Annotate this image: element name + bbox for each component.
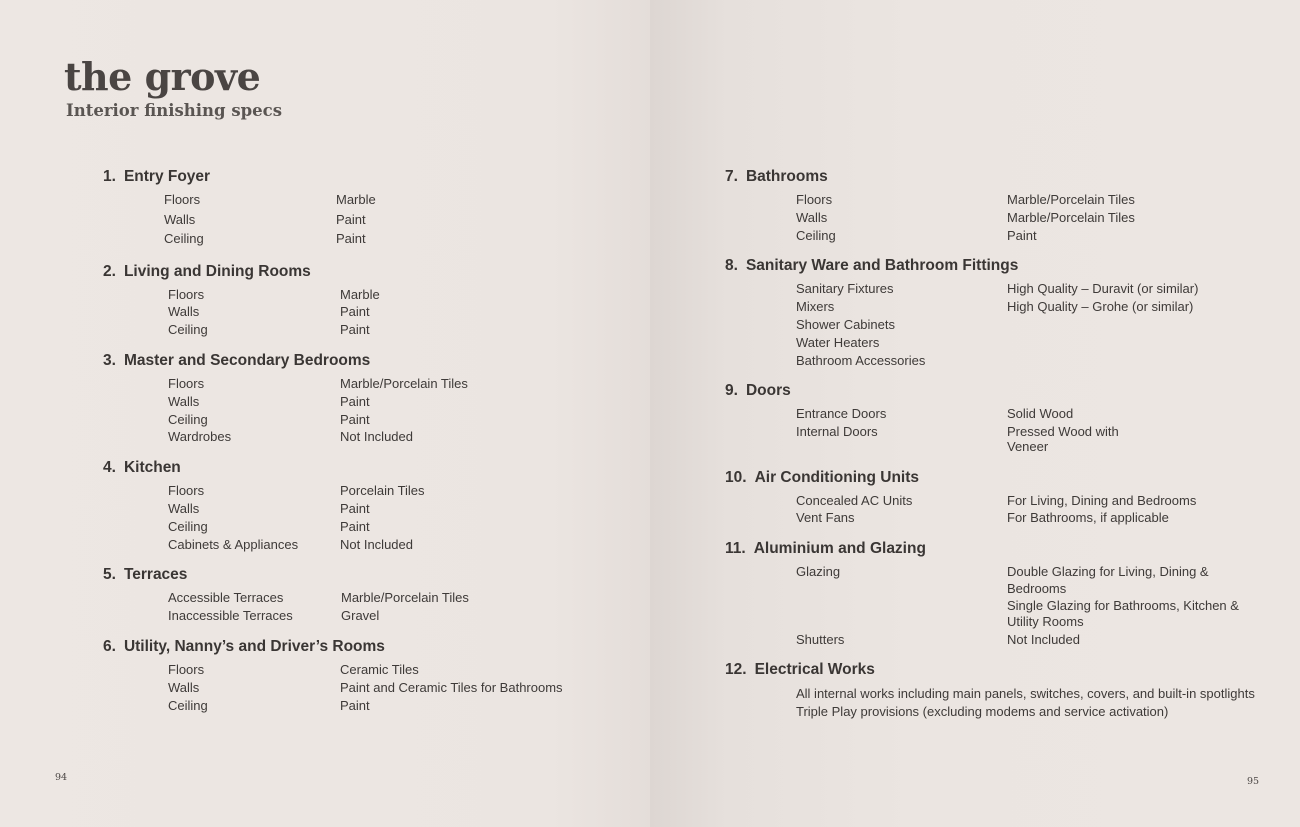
section-heading-air-conditioning	[725, 469, 919, 487]
spec-label: Entrance Doors	[796, 406, 887, 421]
spec-label: Cabinets & Appliances	[168, 537, 299, 552]
section-number: 9.	[725, 382, 738, 399]
section-number: 8.	[725, 257, 738, 274]
spec-value-continued: Bedrooms	[1007, 581, 1067, 596]
spec-value: Paint	[340, 322, 370, 337]
spec-value: Paint	[340, 412, 370, 427]
spec-value: Paint	[340, 394, 370, 409]
spec-value: Porcelain Tiles	[340, 483, 425, 498]
section-heading-utility-rooms	[103, 638, 385, 656]
section-title: Sanitary Ware and Bathroom Fittings	[745, 257, 1019, 274]
spec-label: Ceiling	[164, 231, 204, 246]
spec-label: Floors	[796, 192, 833, 207]
spec-value-continued: Veneer	[1007, 439, 1049, 454]
spec-label: Floors	[168, 287, 205, 302]
spec-value: Double Glazing for Living, Dining &	[1007, 564, 1209, 579]
section-title: Master and Secondary Bedrooms	[123, 352, 371, 369]
spec-label: Ceiling	[168, 698, 208, 713]
right-page	[650, 0, 1300, 827]
spec-value: Single Glazing for Bathrooms, Kitchen &	[1007, 598, 1239, 613]
spec-line: All internal works including main panels, switches, covers, and built-in spotlights	[796, 686, 1255, 701]
section-heading-entry-foyer	[103, 168, 210, 186]
spec-value: High Quality – Grohe (or similar)	[1007, 299, 1194, 314]
spec-value: Paint	[340, 501, 370, 516]
spec-label: Internal Doors	[796, 424, 878, 439]
spec-value: Paint	[340, 519, 370, 534]
spec-label: Floors	[168, 662, 205, 677]
spec-label: Walls	[164, 212, 196, 227]
spec-value: Solid Wood	[1007, 406, 1074, 421]
page-subtitle: Interior finishing specs	[66, 101, 282, 120]
spec-value: Marble/Porcelain Tiles	[1007, 192, 1135, 207]
section-number: 11.	[725, 540, 746, 557]
spec-value: Not Included	[340, 429, 413, 444]
spec-label: Shower Cabinets	[796, 317, 895, 332]
section-title: Doors	[745, 382, 791, 399]
spec-value-continued: Utility Rooms	[1007, 614, 1084, 629]
section-title: Terraces	[123, 566, 188, 583]
section-heading-aluminium-glazing	[725, 540, 926, 558]
section-number: 10.	[725, 469, 747, 486]
spec-value: Marble/Porcelain Tiles	[340, 376, 468, 391]
spec-label: Water Heaters	[796, 335, 880, 350]
page-number-left: 94	[55, 772, 68, 783]
spec-value: Marble/Porcelain Tiles	[341, 590, 469, 605]
section-number: 3.	[103, 352, 116, 369]
spec-value: Gravel	[341, 608, 380, 623]
section-heading-doors	[725, 382, 791, 400]
spec-value: Ceramic Tiles	[340, 662, 419, 677]
section-number: 4.	[103, 459, 116, 476]
spec-value: Marble	[340, 287, 380, 302]
section-title: Kitchen	[123, 459, 181, 476]
spec-label: Floors	[168, 376, 205, 391]
spec-label: Walls	[168, 680, 200, 695]
spec-value: For Living, Dining and Bedrooms	[1007, 493, 1197, 508]
section-number: 6.	[103, 638, 116, 655]
section-heading-electrical-works	[725, 661, 875, 679]
spec-label: Floors	[168, 483, 205, 498]
spec-value: Pressed Wood with	[1007, 424, 1119, 439]
section-heading-bathrooms	[725, 168, 828, 186]
spec-label: Wardrobes	[168, 429, 232, 444]
section-title: Utility, Nanny’s and Driver’s Rooms	[123, 638, 385, 655]
spec-value: Marble	[336, 192, 376, 207]
spec-value: High Quality – Duravit (or similar)	[1007, 281, 1199, 296]
section-title: Air Conditioning Units	[754, 469, 920, 486]
section-number: 5.	[103, 566, 116, 583]
section-heading-kitchen	[103, 459, 181, 477]
spec-value: Paint	[336, 231, 366, 246]
section-heading-living-dining	[103, 263, 311, 281]
spec-value: Not Included	[340, 537, 413, 552]
section-number: 7.	[725, 168, 738, 185]
spec-label: Walls	[168, 394, 200, 409]
spec-value: Paint and Ceramic Tiles for Bathrooms	[340, 680, 563, 695]
section-title: Bathrooms	[745, 168, 828, 185]
section-title: Aluminium and Glazing	[753, 540, 926, 557]
section-number: 1.	[103, 168, 116, 185]
brand-title: the grove	[64, 54, 261, 99]
spec-label: Sanitary Fixtures	[796, 281, 894, 296]
spec-value: Paint	[1007, 228, 1037, 243]
section-heading-sanitary-ware	[725, 257, 1018, 275]
spec-label: Bathroom Accessories	[796, 353, 926, 368]
spec-label: Ceiling	[168, 322, 208, 337]
page-number-right: 95	[1247, 776, 1260, 787]
spec-value: Paint	[340, 304, 370, 319]
spec-line: Triple Play provisions (excluding modems and service activation)	[796, 704, 1169, 719]
spec-label: Walls	[168, 501, 200, 516]
section-number: 2.	[103, 263, 116, 280]
spec-label: Ceiling	[796, 228, 836, 243]
spec-value: For Bathrooms, if applicable	[1007, 510, 1169, 525]
section-heading-bedrooms	[103, 352, 370, 370]
section-number: 12.	[725, 661, 747, 678]
spec-label: Glazing	[796, 564, 841, 579]
spec-label: Concealed AC Units	[796, 493, 913, 508]
spec-value: Marble/Porcelain Tiles	[1007, 210, 1135, 225]
spec-label: Walls	[168, 304, 200, 319]
spec-label: Mixers	[796, 299, 835, 314]
spec-label: Floors	[164, 192, 201, 207]
spec-value: Paint	[336, 212, 366, 227]
spec-label: Vent Fans	[796, 510, 855, 525]
spec-label: Ceiling	[168, 519, 208, 534]
section-title: Entry Foyer	[123, 168, 211, 185]
spec-value: Not Included	[1007, 632, 1080, 647]
spec-value: Paint	[340, 698, 370, 713]
spec-label: Walls	[796, 210, 828, 225]
section-title: Electrical Works	[754, 661, 875, 678]
section-heading-terraces	[103, 566, 187, 584]
spec-label: Shutters	[796, 632, 845, 647]
section-title: Living and Dining Rooms	[123, 263, 311, 280]
spec-label: Accessible Terraces	[168, 590, 284, 605]
spec-label: Ceiling	[168, 412, 208, 427]
spec-label: Inaccessible Terraces	[168, 608, 293, 623]
